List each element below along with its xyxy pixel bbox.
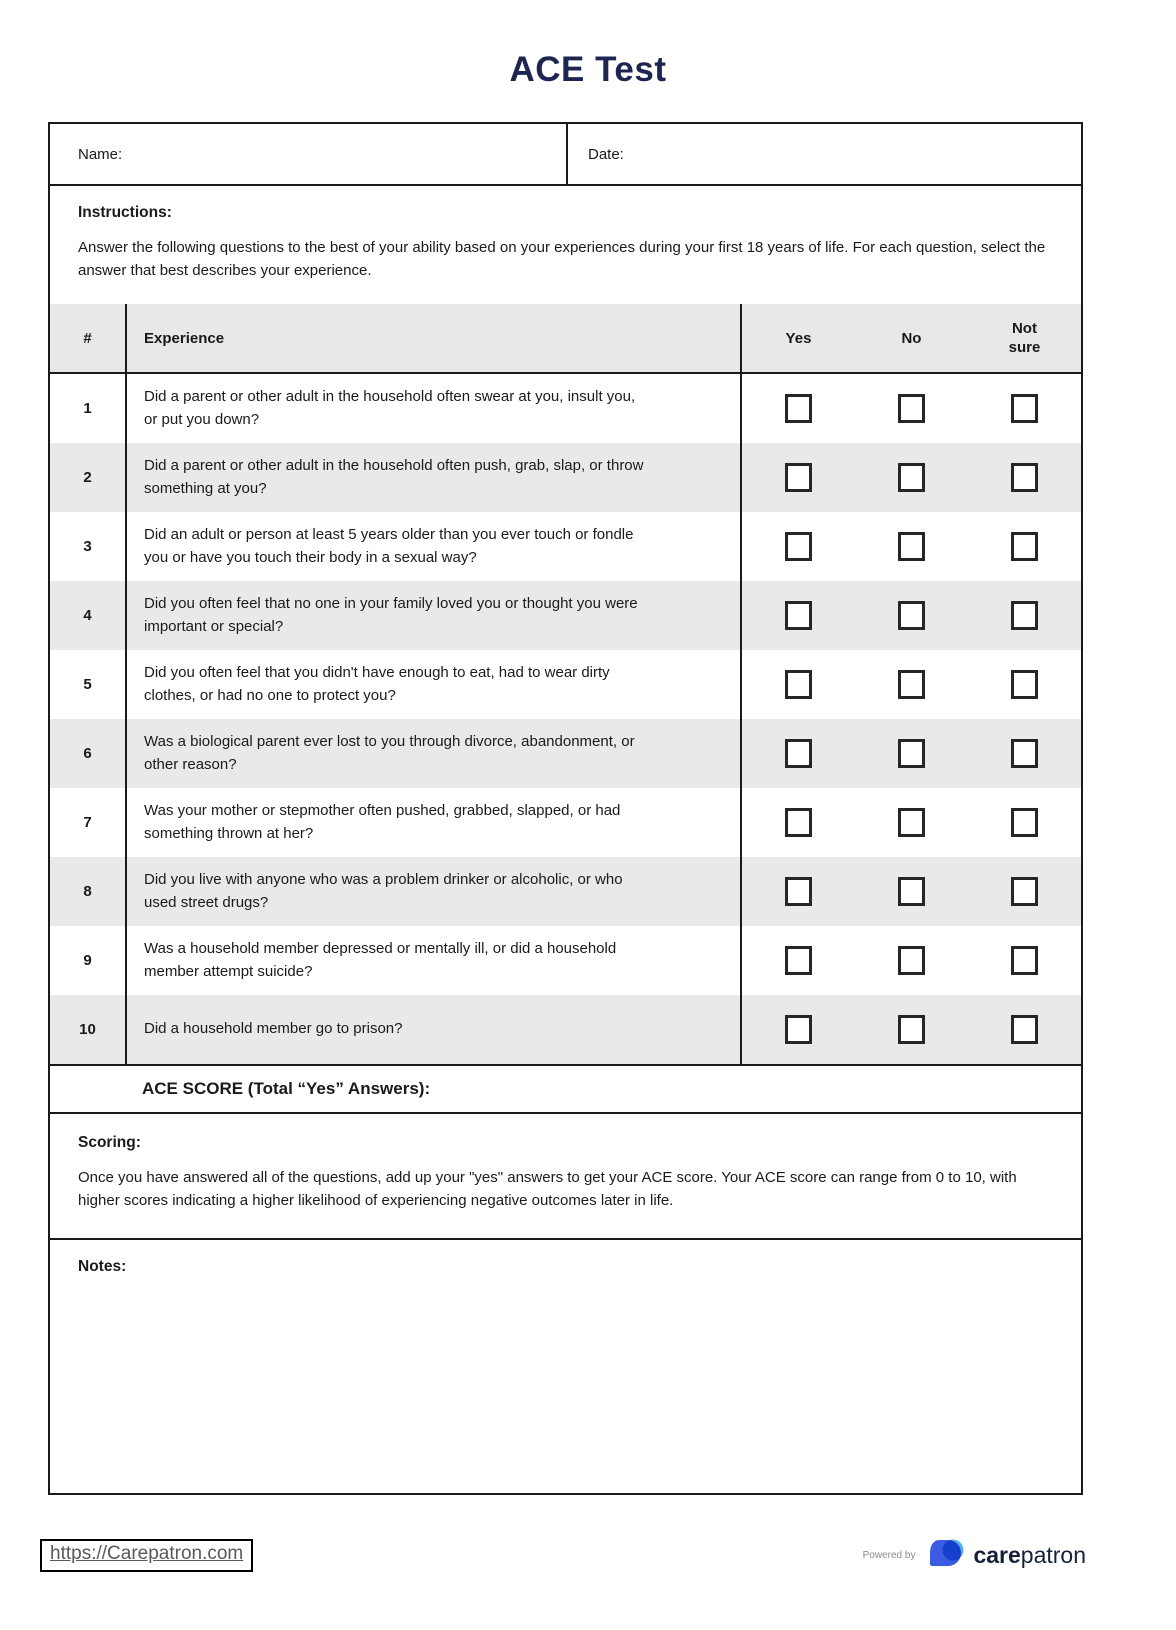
scoring-body: Once you have answered all of the questions, add up your "yes" answers to get your ACE score. Your ACE score can range from 0 to 10, with higher scores indicating a higher likelihood of experiencing negative outcomes later in life. <box>78 1169 1017 1209</box>
yes-checkbox[interactable] <box>785 739 812 768</box>
not-sure-checkbox[interactable] <box>1011 1015 1038 1044</box>
table-row <box>50 512 1081 581</box>
notes-input[interactable] <box>78 1276 1053 1466</box>
question-text: Did a household member go to prison? <box>125 995 742 1064</box>
not-sure-option <box>968 394 1081 423</box>
question-options <box>742 857 1081 926</box>
carepatron-link-box <box>40 1539 253 1572</box>
table-row <box>50 443 1081 512</box>
question-text: Did a parent or other adult in the household often push, grab, slap, or throw something at you? <box>125 443 742 512</box>
ace-score-label: ACE SCORE (Total “Yes” Answers): <box>142 1079 431 1098</box>
not-sure-checkbox[interactable] <box>1011 739 1038 768</box>
yes-option <box>742 877 855 906</box>
table-row <box>50 857 1081 926</box>
no-option <box>855 946 968 975</box>
yes-checkbox[interactable] <box>785 877 812 906</box>
no-option <box>855 394 968 423</box>
question-options <box>742 512 1081 581</box>
not-sure-checkbox[interactable] <box>1011 877 1038 906</box>
table-row <box>50 374 1081 443</box>
no-checkbox[interactable] <box>898 946 925 975</box>
name-input[interactable] <box>122 124 566 184</box>
notes-section <box>50 1240 1081 1493</box>
yes-option <box>742 808 855 837</box>
footer <box>40 1537 1086 1573</box>
instructions-heading: Instructions: <box>78 204 172 221</box>
no-checkbox[interactable] <box>898 877 925 906</box>
question-options <box>742 995 1081 1064</box>
yes-option <box>742 463 855 492</box>
yes-option <box>742 670 855 699</box>
scoring-section <box>50 1114 1081 1240</box>
no-checkbox[interactable] <box>898 739 925 768</box>
table-row <box>50 581 1081 650</box>
question-rows <box>50 374 1081 1064</box>
carepatron-wordmark: carepatron <box>973 1541 1086 1568</box>
yes-checkbox[interactable] <box>785 946 812 975</box>
yes-checkbox[interactable] <box>785 394 812 423</box>
no-checkbox[interactable] <box>898 808 925 837</box>
not-sure-checkbox[interactable] <box>1011 532 1038 561</box>
question-text: Was a biological parent ever lost to you through divorce, abandonment, or other reason? <box>125 719 742 788</box>
notes-heading: Notes: <box>78 1258 127 1275</box>
not-sure-option <box>968 808 1081 837</box>
question-number: 7 <box>83 814 92 831</box>
question-number: 2 <box>83 469 92 486</box>
not-sure-checkbox[interactable] <box>1011 946 1038 975</box>
not-sure-option <box>968 601 1081 630</box>
yes-checkbox[interactable] <box>785 463 812 492</box>
date-cell <box>568 124 1081 184</box>
yes-checkbox[interactable] <box>785 1015 812 1044</box>
not-sure-checkbox[interactable] <box>1011 463 1038 492</box>
question-number: 5 <box>83 676 92 693</box>
header-number: # <box>83 329 92 347</box>
no-checkbox[interactable] <box>898 394 925 423</box>
question-number: 3 <box>83 538 92 555</box>
not-sure-option <box>968 670 1081 699</box>
not-sure-option <box>968 1015 1081 1044</box>
question-number: 8 <box>83 883 92 900</box>
question-number: 4 <box>83 607 92 624</box>
powered-by-label: Powered by <box>862 1549 916 1561</box>
question-options <box>742 719 1081 788</box>
name-label: Name: <box>78 145 123 163</box>
not-sure-option <box>968 463 1081 492</box>
question-text: Did an adult or person at least 5 years older than you ever touch or fondle you or have you touch their body in a sexual way? <box>125 512 742 581</box>
ace-score-row <box>50 1064 1081 1114</box>
no-checkbox[interactable] <box>898 670 925 699</box>
no-option <box>855 739 968 768</box>
question-number: 1 <box>83 400 92 417</box>
question-number: 9 <box>83 952 92 969</box>
no-option <box>855 670 968 699</box>
no-option <box>855 532 968 561</box>
yes-option <box>742 532 855 561</box>
table-row <box>50 650 1081 719</box>
instructions-section <box>50 186 1081 304</box>
no-checkbox[interactable] <box>898 532 925 561</box>
scoring-heading: Scoring: <box>78 1134 141 1151</box>
question-text: Did a parent or other adult in the household often swear at you, insult you, or put you down? <box>125 374 742 443</box>
not-sure-option <box>968 532 1081 561</box>
instructions-body: Answer the following questions to the best of your ability based on your experiences during your first 18 years of life. For each question, select the answer that best describes your experience. <box>78 239 1046 279</box>
carepatron-link[interactable]: https://Carepatron.com <box>50 1542 244 1564</box>
header-options <box>742 304 1081 372</box>
question-text: Did you often feel that you didn't have enough to eat, had to wear dirty clothes, or had no one to protect you? <box>125 650 742 719</box>
question-text: Did you live with anyone who was a problem drinker or alcoholic, or who used street drugs? <box>125 857 742 926</box>
table-row <box>50 926 1081 995</box>
no-checkbox[interactable] <box>898 601 925 630</box>
yes-option <box>742 601 855 630</box>
not-sure-checkbox[interactable] <box>1011 808 1038 837</box>
question-options <box>742 926 1081 995</box>
powered-by-block <box>863 1537 1086 1573</box>
yes-checkbox[interactable] <box>785 808 812 837</box>
not-sure-checkbox[interactable] <box>1011 601 1038 630</box>
question-options <box>742 788 1081 857</box>
name-date-row <box>50 124 1081 186</box>
yes-checkbox[interactable] <box>785 670 812 699</box>
not-sure-option <box>968 739 1081 768</box>
yes-option <box>742 394 855 423</box>
no-option <box>855 601 968 630</box>
no-option <box>855 463 968 492</box>
question-text: Was your mother or stepmother often pushed, grabbed, slapped, or had something thrown at her? <box>125 788 742 857</box>
yes-checkbox[interactable] <box>785 532 812 561</box>
no-checkbox[interactable] <box>898 1015 925 1044</box>
ace-score-input[interactable] <box>430 1066 1081 1112</box>
question-options <box>742 443 1081 512</box>
table-row <box>50 719 1081 788</box>
carepatron-logo-icon <box>925 1537 967 1573</box>
question-text: Did you often feel that no one in your family loved you or thought you were important or special? <box>125 581 742 650</box>
not-sure-option <box>968 877 1081 906</box>
yes-option <box>742 739 855 768</box>
question-options <box>742 650 1081 719</box>
not-sure-checkbox[interactable] <box>1011 394 1038 423</box>
name-cell <box>50 124 568 184</box>
yes-checkbox[interactable] <box>785 601 812 630</box>
table-row <box>50 995 1081 1064</box>
question-text: Was a household member depressed or mentally ill, or did a household member attempt suicide? <box>125 926 742 995</box>
form-document <box>48 122 1083 1495</box>
not-sure-checkbox[interactable] <box>1011 670 1038 699</box>
not-sure-option <box>968 946 1081 975</box>
question-number: 10 <box>79 1021 96 1038</box>
header-experience: Experience <box>125 304 742 372</box>
yes-option <box>742 946 855 975</box>
no-option <box>855 1015 968 1044</box>
header-yes: Yes <box>785 329 812 347</box>
yes-option <box>742 1015 855 1044</box>
page-title: ACE Test <box>509 50 667 89</box>
no-option <box>855 877 968 906</box>
date-label: Date: <box>588 145 624 163</box>
table-row <box>50 788 1081 857</box>
question-table-header <box>50 304 1081 374</box>
date-input[interactable] <box>624 124 1081 184</box>
no-checkbox[interactable] <box>898 463 925 492</box>
question-options <box>742 374 1081 443</box>
no-option <box>855 808 968 837</box>
header-no: No <box>901 329 922 347</box>
question-number: 6 <box>83 745 92 762</box>
question-options <box>742 581 1081 650</box>
header-not-sure: Not sure <box>1008 320 1041 356</box>
